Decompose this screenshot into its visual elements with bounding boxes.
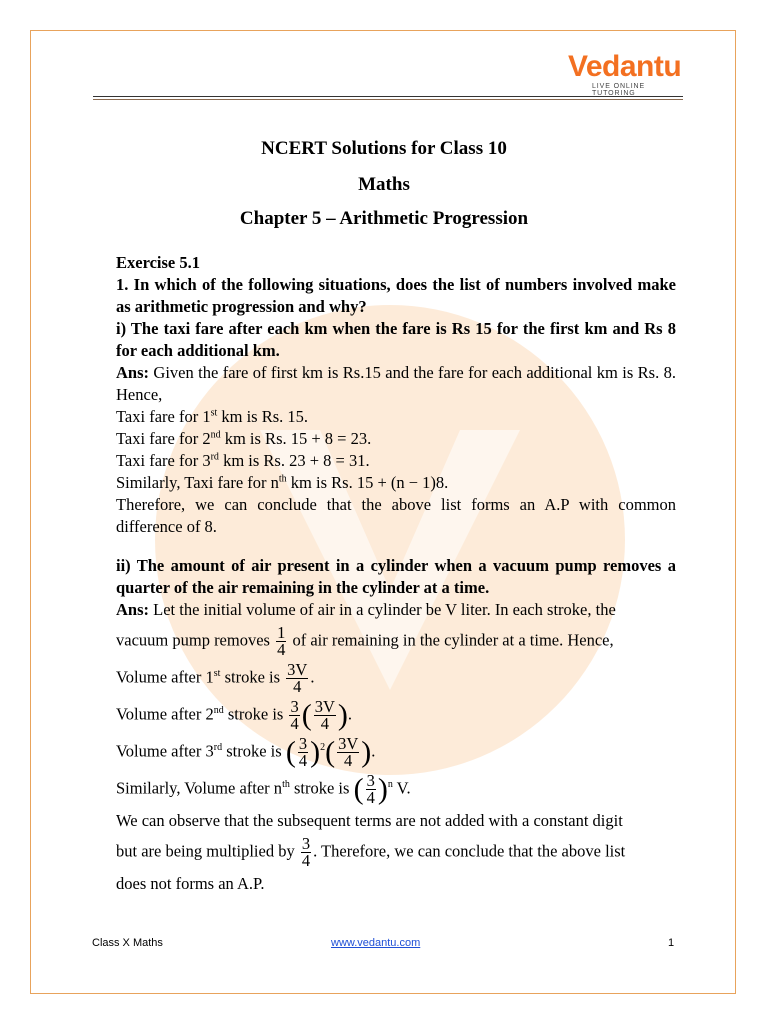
header-rule: [93, 96, 683, 97]
vedantu-logo: [568, 52, 683, 97]
part-2-question: ii) The amount of air present in a cylinder when a vacuum pump removes a quarter of the air remaining in the cylinder at a time.: [116, 556, 676, 597]
fare-line-n: Similarly, Taxi fare for $n^{th}$ km is Rs. 15 + (n − 1)8.: [116, 473, 449, 492]
footer-website-link[interactable]: www.vedantu.com: [331, 937, 421, 949]
footer-class: Class X Maths: [92, 937, 163, 949]
volume-line-1: Volume after 1st stroke is $\frac{3V}{4}$ .: [116, 660, 315, 696]
page-title: NCERT Solutions for Class 10: [261, 138, 507, 159]
logo-tagline: LIVE ONLINE TUTORING: [592, 83, 646, 97]
part-1-conclusion: Therefore, we can conclude that the above list forms an A.P with common difference of 8.: [116, 495, 676, 536]
fare-line-2: Taxi fare for 2nd km is Rs. 15 + 8 = 23.: [116, 429, 372, 448]
solution-body: [116, 252, 676, 895]
observation-line-1: We can observe that the subsequent terms are not added with a constant digit: [116, 811, 623, 830]
removes-line: vacuum pump removes $\frac{1}{4}$ of air remaining in the cylinder at a time. Hence,: [116, 623, 614, 659]
part-2-answer: Ans: Let the initial volume of air in a cylinder be V liter. In each stroke, the: [116, 600, 616, 619]
subject-title: Maths: [358, 174, 410, 195]
fare-line-3: Taxi fare for 3rd km is Rs. 23 + 8 = 31.: [116, 451, 370, 470]
observation-line-3: does not forms an A.P.: [116, 874, 265, 893]
volume-line-2: Volume after 2nd stroke is $\frac{3}{4}$ ( $\frac{3V}{4}$ ).: [116, 697, 353, 733]
logo-brand: Vedantu: [568, 50, 682, 83]
exercise-heading: Exercise 5.1: [116, 253, 201, 272]
volume-line-3: Volume after 3rd stroke is ( $\frac{3}{4}$ )$^2$( $\frac{3V}{4}$ ).: [116, 734, 376, 770]
chapter-title: Chapter 5 – Arithmetic Progression: [239, 208, 529, 229]
part-1-question: i) The taxi fare after each km when the fare is Rs 15 for the first km and Rs 8 for each additional km.: [116, 319, 676, 360]
fraction-one-quarter: $\frac{1}{4}$: [277, 623, 286, 659]
header-rule-secondary: [93, 99, 683, 100]
volume-line-n: Similarly, Volume after $n^{th}$ stroke is ( $\frac{3}{4}$ )$^n$ V.: [116, 771, 411, 807]
observation-line-2: but are being multiplied by $\frac{3}{4}$ . Therefore, we can conclude that the above list: [116, 834, 626, 870]
ans-label: Ans:: [116, 363, 150, 382]
ans-text: Given the fare of first km is Rs.15 and the fare for each additional km is Rs. 8. Hence,: [116, 363, 676, 404]
page-number: 1: [668, 937, 675, 949]
part-1-answer: [116, 362, 676, 406]
question-1: 1. In which of the following situations, does the list of numbers involved make as arithmetic progression and why?: [116, 275, 676, 316]
fare-line-1: Taxi fare for 1st km is Rs. 15.: [116, 407, 309, 426]
